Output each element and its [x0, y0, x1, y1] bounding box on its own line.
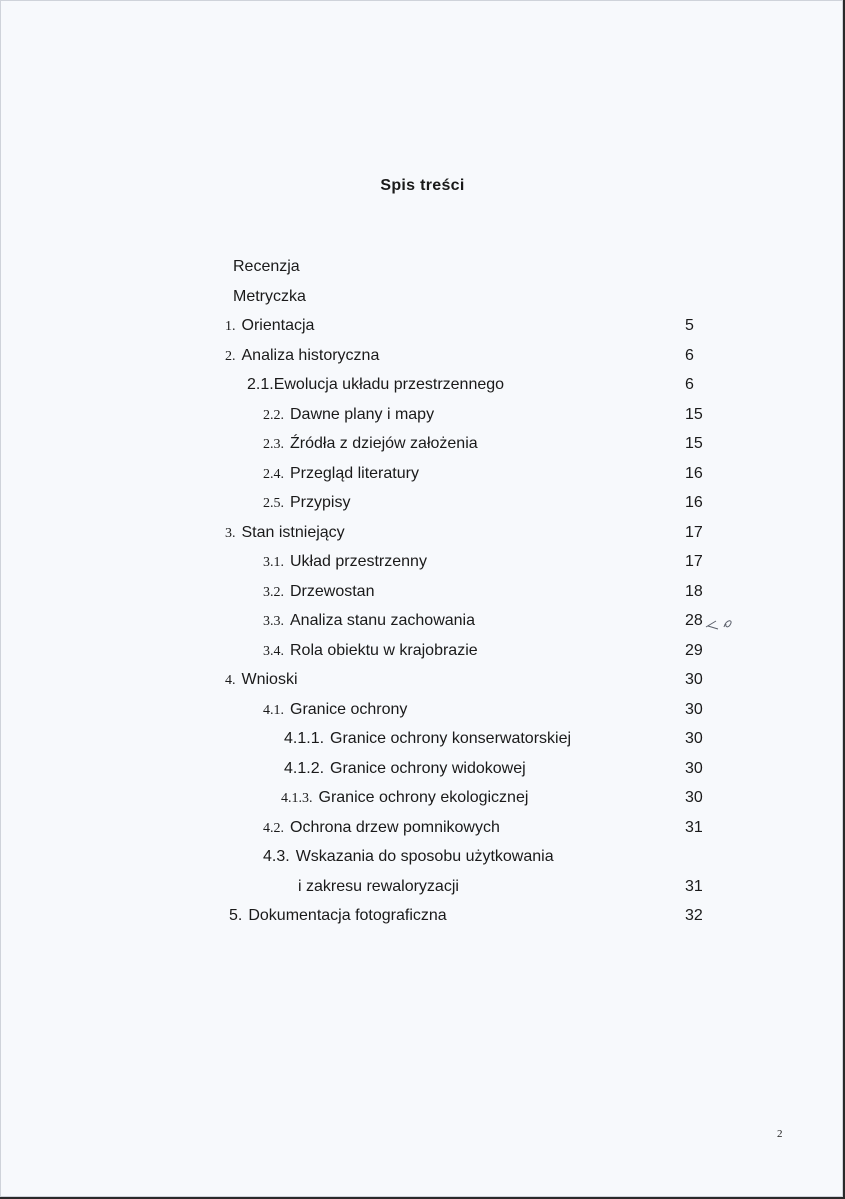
- toc-entry: [1, 491, 844, 515]
- toc-entry-text: [229, 904, 447, 928]
- toc-entry-page: 6: [685, 347, 694, 364]
- toc-entry-label: Przegląd literatury: [290, 465, 419, 482]
- toc-entry-label: Ochrona drzew pomnikowych: [290, 819, 500, 836]
- toc-entry-label: Stan istniejący: [241, 524, 345, 541]
- toc-entry: [1, 698, 844, 722]
- page-title: Spis treści: [380, 177, 465, 194]
- toc-entry-number: 2.5.: [263, 496, 284, 511]
- toc-entry-label: Orientacja: [241, 317, 315, 334]
- toc-entry: [1, 845, 844, 869]
- toc-entry-text: [263, 845, 554, 869]
- toc-entry-page: 16: [685, 494, 703, 511]
- toc-entry: [1, 757, 844, 781]
- toc-entry-page: 30: [685, 701, 703, 718]
- toc-entry-text: [263, 462, 419, 487]
- toc-entry-label: Granice ochrony: [290, 701, 408, 718]
- toc-entry-page: 31: [685, 819, 703, 836]
- toc-entry-number: 2.: [225, 349, 236, 364]
- toc-entry-text: [263, 403, 434, 428]
- toc-entry-text: [233, 285, 306, 309]
- toc-entry: [1, 462, 844, 486]
- toc-entry-label: Granice ochrony widokowej: [330, 760, 526, 777]
- toc-entry-text: [225, 314, 314, 339]
- toc-entry-number: 2.3.: [263, 437, 284, 452]
- toc-entry-text: [263, 816, 500, 841]
- toc-entry: [1, 639, 844, 663]
- toc-entry-text: [298, 875, 459, 899]
- toc-entry-text: [281, 786, 528, 811]
- toc-entry-text: [225, 344, 379, 369]
- toc-entry-label: Recenzja: [233, 258, 300, 275]
- toc-entry-label: Wskazania do sposobu użytkowania: [295, 848, 554, 865]
- toc-entry: [1, 285, 844, 309]
- toc-entry-page: 5: [685, 317, 694, 334]
- toc-entry-text: [263, 432, 478, 457]
- toc-entry-number: 4.: [225, 673, 236, 688]
- toc-entry-page: 30: [685, 671, 703, 688]
- toc-entry: [1, 875, 844, 899]
- toc-entry-page: 30: [685, 730, 703, 747]
- toc-entry-label: Analiza stanu zachowania: [290, 612, 476, 629]
- toc-entry: [1, 904, 844, 928]
- toc-entry-text: [225, 668, 298, 693]
- toc-entry-page: 31: [685, 878, 703, 895]
- toc-entry-page: 17: [685, 553, 703, 570]
- toc-entry-text: [263, 491, 350, 516]
- toc-entry-text: [284, 727, 571, 751]
- toc-entry: [1, 255, 844, 279]
- toc-entry-page: 15: [685, 435, 703, 452]
- toc-entry-number: 2.2.: [263, 408, 284, 423]
- toc-entry-label: Dawne plany i mapy: [290, 406, 435, 423]
- toc-entry-text: [284, 757, 526, 781]
- toc-entry-label: Przypisy: [290, 494, 351, 511]
- toc-entry: [1, 344, 844, 368]
- toc-entry-page: 6: [685, 376, 694, 393]
- toc-entry-text: [247, 373, 504, 397]
- toc-entry-label: Układ przestrzenny: [290, 553, 427, 570]
- toc-entry-label: Dokumentacja fotograficzna: [248, 907, 447, 924]
- toc-entry: [1, 373, 844, 397]
- toc-entry-page: 15: [685, 406, 703, 423]
- toc-entry-label: 2.1.Ewolucja układu przestrzennego: [247, 376, 505, 393]
- toc-entry-page: 32: [685, 907, 703, 924]
- toc-entry-number: 3.1.: [263, 555, 284, 570]
- toc-entry-number: 3.3.: [263, 614, 284, 629]
- handwritten-mark: [704, 615, 744, 635]
- toc-entry: [1, 727, 844, 751]
- toc-entry-number: 4.1.: [263, 703, 284, 718]
- toc-entry-label: Granice ochrony konserwatorskiej: [330, 730, 572, 747]
- toc-entry: [1, 550, 844, 574]
- toc-entry-label: Metryczka: [233, 288, 306, 305]
- toc-entry-text: [263, 550, 427, 575]
- toc-entry-number: 2.4.: [263, 467, 284, 482]
- toc-entry-label: Źródła z dziejów założenia: [290, 435, 478, 452]
- toc-entry-text: [225, 521, 345, 546]
- toc-entry-text: [263, 609, 475, 634]
- toc-entry-number: 4.3.: [263, 848, 290, 865]
- toc-entry-page: 17: [685, 524, 703, 541]
- toc-entry-text: [263, 580, 374, 605]
- toc-entry-number: 3.: [225, 526, 236, 541]
- toc-entry-number: 4.1.1.: [284, 730, 325, 747]
- toc-entry: [1, 580, 844, 604]
- toc-entry-number: 4.2.: [263, 821, 284, 836]
- toc-entry-number: 3.2.: [263, 585, 284, 600]
- toc-entry: [1, 403, 844, 427]
- toc-entry-page: 18: [685, 583, 703, 600]
- toc-entry-label: Drzewostan: [290, 583, 375, 600]
- toc-entry-number: 3.4.: [263, 644, 284, 659]
- toc-entry-text: [263, 698, 407, 723]
- toc-entry-page: 29: [685, 642, 703, 659]
- toc-entry-page: 30: [685, 760, 703, 777]
- toc-entry-label: Granice ochrony ekologicznej: [318, 789, 529, 806]
- toc-entry-number: 4.1.3.: [281, 791, 313, 806]
- toc-entry: [1, 432, 844, 456]
- toc-entry-page: 16: [685, 465, 703, 482]
- toc-entry-number: 5.: [229, 907, 243, 924]
- toc-entry-number: 1.: [225, 319, 236, 334]
- toc-entry: [1, 668, 844, 692]
- toc-entry-label: Analiza historyczna: [241, 347, 380, 364]
- toc-entry: [1, 314, 844, 338]
- toc-entry: [1, 816, 844, 840]
- toc-entry-label: i zakresu rewaloryzacji: [298, 878, 459, 895]
- toc-entry-label: Rola obiektu w krajobrazie: [290, 642, 478, 659]
- page-number: 2: [777, 1128, 783, 1140]
- toc-entry-text: [233, 255, 300, 279]
- toc-entry-number: 4.1.2.: [284, 760, 325, 777]
- toc-entry: [1, 786, 844, 810]
- toc-entry-text: [263, 639, 478, 664]
- toc-entry: [1, 521, 844, 545]
- toc-entry-page: 28: [685, 612, 703, 629]
- toc-entry-page: 30: [685, 789, 703, 806]
- toc-entry-label: Wnioski: [241, 671, 298, 688]
